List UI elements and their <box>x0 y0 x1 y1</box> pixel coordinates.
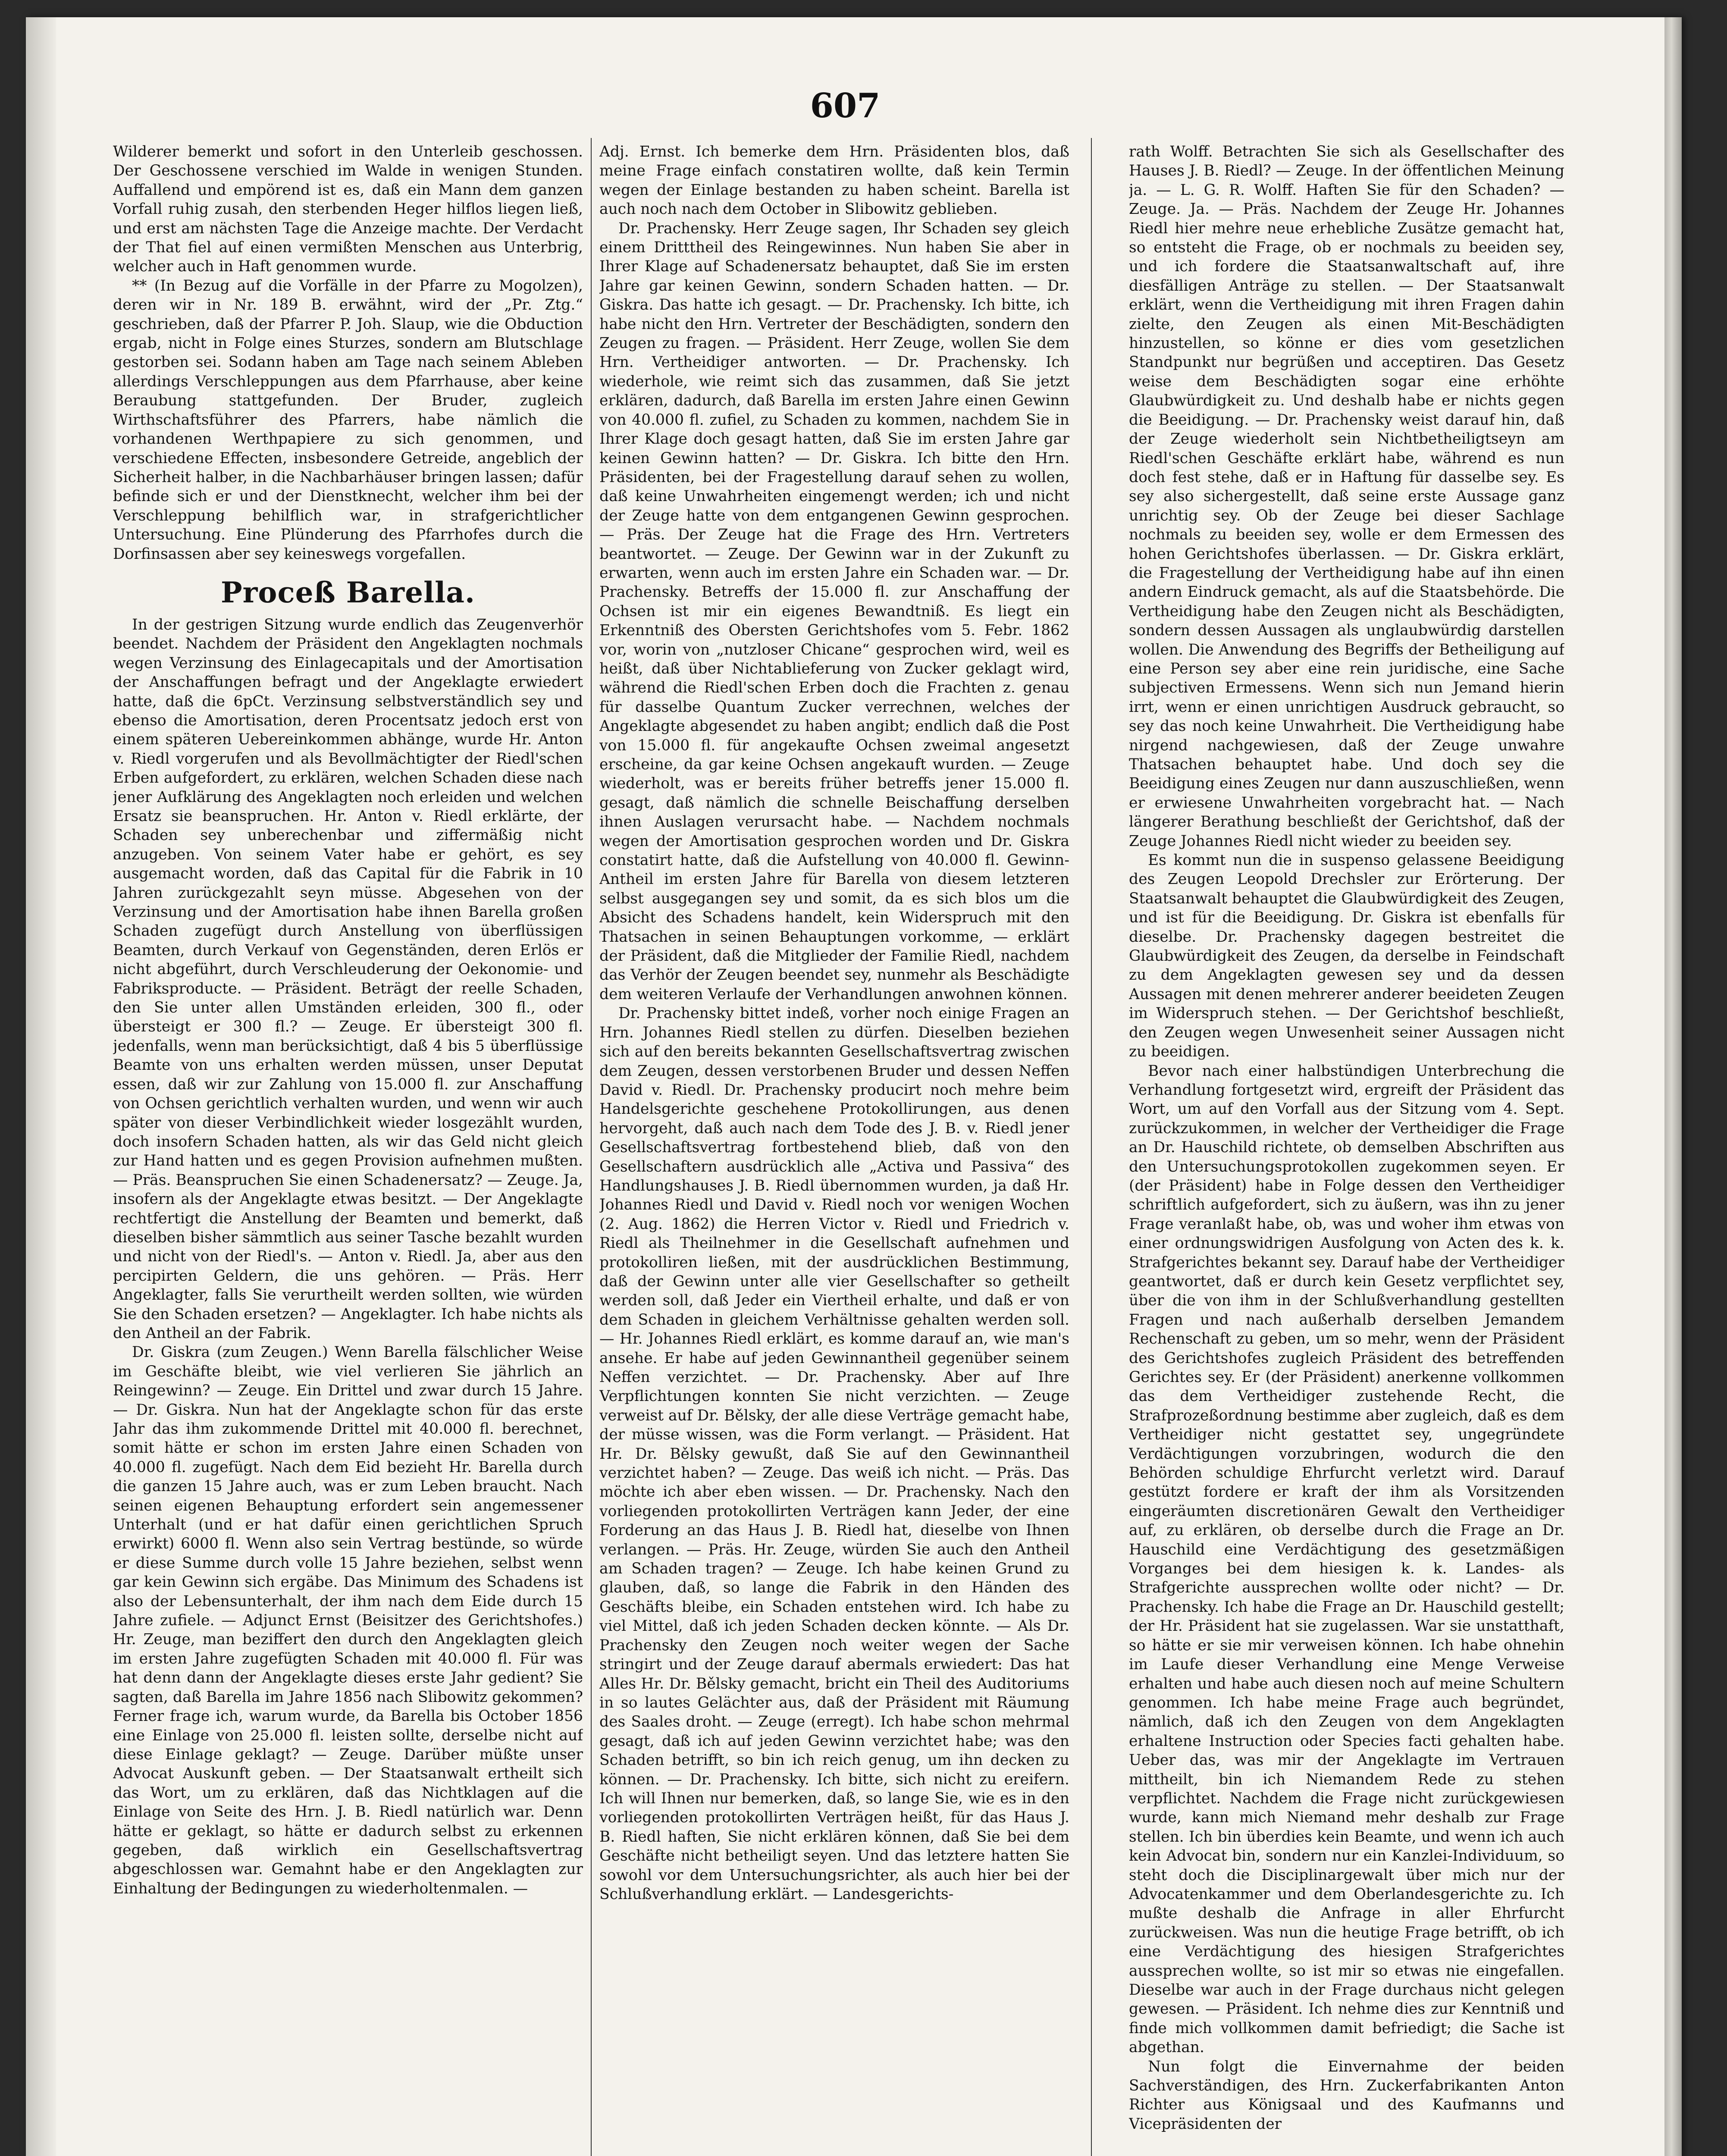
paragraph: Bevor nach einer halbstündigen Unterbrechung die Verhandlung fortgesetzt wird, ergreift der Präsident das Wort, um auf den Vorfall aus der Sitzung vom 4. Sept. zurückzukommen, in welcher der Vertheidiger die Frage an Dr. Hauschild richtete, ob demselben Abschriften aus den Untersuchungsprotokollen zugekommen seyen. Er (der Präsident) habe in Folge dessen den Vertheidiger schriftlich aufgefordert, sich zu äußern, was ihn zu jener Frage veranlaßt habe, ob, was und woher ihm etwas von einer ordnungswidrigen Ausfolgung von Acten des k. k. Strafgerichtes bekannt sey. Darauf habe der Vertheidiger geantwortet, daß er durch kein Gesetz verpflichtet sey, über die von ihm in der Schlußverhandlung gestellten Fragen und nach außerhalb derselben Jemandem Rechenschaft zu geben, um so mehr, wenn der Präsident des Gerichtshofes zugleich Präsident des betreffenden Gerichtes sey. Er (der Präsident) anerkenne vollkommen das dem Vertheidiger zustehende Recht, die Strafprozeßordnung bestimme aber zugleich, daß es dem Vertheidiger nicht gestattet sey, ungegründete Verdächtigungen vorzubringen, wodurch die den Behörden schuldige Ehrfurcht verletzt wird. Darauf gestützt fordere er kraft der ihm als Vorsitzenden eingeräumten discretionären Gewalt den Vertheidiger auf, zu erklären, ob derselbe durch die Frage an Dr. Hauschild eine Verdächtigung des gesetzmäßigen Vorganges bei dem hiesigen k. k. Landes- als Strafgerichte aussprechen wollte oder nicht? — Dr. Prachensky. Ich habe die Frage an Dr. Hauschild gestellt; der Hr. Präsident hat sie zugelassen. War sie unstatthaft, so hätte er sie mir verweisen können. Ich habe ohnehin im Laufe dieser Verhandlung eine Menge Verweise erhalten und habe auch diesen noch auf meine Schultern genommen. Ich habe meine Frage auch begründet, nämlich, daß ich den Zeugen von dem Angeklagten erhaltene Instruction oder Species facti gehalten habe. Ueber das, was mir der Angeklagte im Vertrauen mittheilt, bin ich Niemandem Rede zu stehen verpflichtet. Nachdem die Frage nicht zurückgewiesen wurde, kann mich Niemand mehr deshalb zur Frage stellen. Ich bin überdies kein Beamte, und wenn ich auch kein Advocat bin, sondern nur ein Kanzlei-Individuum, so steht doch die Disciplinargewalt über mich nur der Advocatenkammer und dem Oberlandesgerichte zu. Ich mußte deshalb die Anfrage in aller Ehrfurcht zurückweisen. Was nun die heutige Frage betrifft, ob ich eine Verdächtigung des hiesigen Strafgerichtes aussprechen wollte, so ist mir so etwas nie eingefallen. Dieselbe war auch in der Frage durchaus nicht gelegen gewesen. — Präsident. Ich nehme dies zur Kenntniß und finde mich vollkommen damit befriedigt; die Sache ist abgethan. <box>1129 1062 1564 2056</box>
page-gutter <box>26 17 56 2156</box>
page-number: 607 <box>810 86 881 125</box>
article-heading: Proceß Barella. <box>221 575 475 609</box>
paragraph: Dr. Giskra (zum Zeugen.) Wenn Barella fälschlicher Weise im Geschäfte bleibt, wie viel verlieren Sie jährlich an Reingewinn? — Zeuge. Ein Drittel und zwar durch 15 Jahre. — Dr. Giskra. Nun hat der Angeklagte schon für das erste Jahr das ihm zukommende Drittel mit 40.000 fl. berechnet, somit hätte er schon im ersten Jahre einen Schaden von 40.000 fl. zugefügt. Nach dem Eid bezieht Hr. Barella durch die ganzen 15 Jahre auch, was er zum Leben braucht. Nach seinen eigenen Behauptung erfordert sein angemessener Unterhalt (und er hat dafür einen gerichtlichen Spruch erwirkt) 6000 fl. Wenn also sein Vertrag bestünde, so würde er diese Summe durch volle 15 Jahre beziehen, selbst wenn gar kein Gewinn sich ergäbe. Das Minimum des Schadens ist also der Lebensunterhalt, der ihm nach dem Eide durch 15 Jahre zufiele. — Adjunct Ernst (Beisitzer des Gerichtshofes.) Hr. Zeuge, man beziffert den durch den Angeklagten gleich im ersten Jahre zugefügten Schaden mit 40.000 fl. Für was hat denn dann der Angeklagte dieses erste Jahr gedient? Sie sagten, daß Barella im Jahre 1856 nach Slibowitz gekommen? Ferner frage ich, warum wurde, da Barella bis October 1856 eine Einlage von 25.000 fl. leisten sollte, derselbe nicht auf diese Einlage geklagt? — Zeuge. Darüber müßte unser Advocat Auskunft geben. — Der Staatsanwalt ertheilt sich das Wort, um zu erklären, daß das Nichtklagen auf die Einlage von Seite des Hrn. J. B. Riedl natürlich war. Denn hätte er geklagt, so hätte er dadurch selbst zu erkennen gegeben, daß wirklich ein Gesellschaftsvertrag abgeschlossen war. Gemahnt habe er den Angeklagten zur Einhaltung der Bedingungen zu wiederholtenmalen. — <box>113 1344 583 1897</box>
column-1 <box>113 142 583 2156</box>
paragraph: Nun folgt die Einvernahme der beiden Sachverständigen, des Hrn. Zuckerfabrikanten Anton Richter aus Königsaal und des Kaufmanns und Vicepräsidenten der <box>1129 2058 1564 2133</box>
column-rule <box>591 138 592 2156</box>
paragraph: Adj. Ernst. Ich bemerke dem Hrn. Präsidenten blos, daß meine Frage einfach constatiren wollte, daß kein Termin wegen der Einlage bestanden zu haben scheint. Barella ist auch noch nach dem October in Slibowitz geblieben. <box>599 143 1069 218</box>
paragraph: In der gestrigen Sitzung wurde endlich das Zeugenverhör beendet. Nachdem der Präsident den Angeklagten nochmals wegen Verzinsung des Einlagecapitals und der Amortisation der Anschaffungen befragt und der Angeklagte erwiedert hatte, daß die 6pCt. Verzinsung selbstverständlich sey und ebenso die Amortisation, deren Procentsatz jedoch erst von einem späteren Uebereinkommen abhänge, wurde Hr. Anton v. Riedl vorgerufen und als Bevollmächtigter der Riedl'schen Erben aufgefordert, zu erklären, welchen Schaden diese nach jener Aufklärung des Angeklagten noch erleiden und welchen Ersatz sie beanspruchen. Hr. Anton v. Riedl erklärte, der Schaden sey unberechenbar und ziffermäßig nicht anzugeben. Von seinem Vater habe er gehört, es sey ausgemacht worden, daß das Capital für die Fabrik in 10 Jahren zurückgezahlt seyn müsse. Abgesehen von der Verzinsung und der Amortisation habe ihnen Barella großen Schaden zugefügt durch Anstellung von überflüssigen Beamten, durch Verkauf von Gegenständen, deren Erlös er nicht abgeführt, durch Verschleuderung der Oekonomie- und Fabriksproducte. — Präsident. Beträgt der reelle Schaden, den Sie unter allen Umständen erleiden, 300 fl., oder übersteigt er 300 fl.? — Zeuge. Er übersteigt 300 fl. jedenfalls, wenn man berücksichtigt, daß 4 bis 5 überflüssige Beamte von uns erhalten werden müssen, unser Deputat essen, daß wir zur Zahlung von 15.000 fl. zur Anschaffung von Ochsen gerichtlich verhalten wurden, und wenn wir auch später von dieser Verbindlichkeit wieder losgezählt wurden, doch insofern Schaden hatten, als wir das Geld nicht gleich zur Hand hatten und es gegen Provision aufnehmen mußten. — Präs. Beanspruchen Sie einen Schadenersatz? — Zeuge. Ja, insofern als der Angeklagte etwas besitzt. — Der Angeklagte rechtfertigt die Anstellung der Beamten und bemerkt, daß dieselben bisher sämmtlich aus seiner Tasche bezahlt wurden und nicht von der Riedl's. — Anton v. Riedl. Ja, aber aus den percipirten Geldern, die uns gehören. — Präs. Herr Angeklagter, falls Sie verurtheilt werden sollten, wie würden Sie den Schaden ersetzen? — Angeklagter. Ich habe nichts als den Antheil an der Fabrik. <box>113 616 583 1342</box>
column-3 <box>1129 142 1564 2156</box>
column-rule <box>1091 138 1092 2156</box>
paragraph: Es kommt nun die in suspenso gelassene Beeidigung des Zeugen Leopold Drechsler zur Erörterung. Der Staatsanwalt behauptet die Glaubwürdigkeit des Zeugen, und ist für die Beeidigung. Dr. Giskra ist ebenfalls für dieselbe. Dr. Prachensky dagegen bestreitet die Glaubwürdigkeit des Zeugen, da derselbe in Feindschaft zu dem Angeklagten gewesen sey und da dessen Aussagen mit denen mehrerer anderer beeideten Zeugen im Widerspruch stehen. — Der Gerichtshof beschließt, den Zeugen wegen Unwesenheit seiner Aussagen nicht zu beeidigen. <box>1129 852 1564 1061</box>
paragraph: ** (In Bezug auf die Vorfälle in der Pfarre zu Mogolzen), deren wir in Nr. 189 B. erwähnt, wird der „Pr. Ztg.“ geschrieben, daß der Pfarrer P. Joh. Slaup, wie die Obduction ergab, nicht in Folge eines Sturzes, sondern am Blutschlage gestorben sei. Sodann haben am Tage nach seinem Ableben allerdings Verschleppungen aus dem Pfarrhause, aber keine Beraubung stattgefunden. Der Bruder, zugleich Wirthschaftsführer des Pfarrers, habe nämlich die vorhandenen Werthpapiere zu sich genommen, und verschiedene Effecten, insbesondere Getreide, angeblich der Sicherheit halber, in die Nachbarhäuser bringen lassen; dafür befinde sich er und der Dienstknecht, welcher ihm bei der Verschleppung behilflich war, in strafgerichtlicher Untersuchung. Eine Plünderung des Pfarrhofes durch die Dorfinsassen aber sey keineswegs vorgefallen. <box>113 277 583 563</box>
column-2 <box>599 142 1069 2156</box>
paragraph: Dr. Prachensky bittet indeß, vorher noch einige Fragen an Hrn. Johannes Riedl stellen zu dürfen. Dieselben beziehen sich auf den bereits bekannten Gesellschaftsvertrag zwischen dem Zeugen, dessen verstorbenen Bruder und dessen Neffen David v. Riedl. Dr. Prachensky producirt noch mehre beim Handelsgerichte geschehene Protokollirungen, aus denen hervorgeht, daß auch nach dem Tode des J. B. v. Riedl jener Gesellschaftsvertrag fortbestehend blieb, daß von den Gesellschaftern ausdrücklich alle „Activa und Passiva“ des Handlungshauses J. B. Riedl übernommen wurden, ja daß Hr. Johannes Riedl und David v. Riedl noch vor wenigen Wochen (2. Aug. 1862) die Herren Victor v. Riedl und Friedrich v. Riedl als Theilnehmer in die Gesellschaft aufnehmen und protokolliren ließen, mit der ausdrücklichen Bestimmung, daß der Gewinn unter alle vier Gesellschafter so getheilt werden soll, daß Jeder ein Viertheil erhalte, und daß er von dem Schaden in gleichem Verhältnisse gehalten werden soll. — Hr. Johannes Riedl erklärt, es komme darauf an, wie man's ansehe. Er habe auf jeden Gewinnantheil gegenüber seinem Neffen verzichtet. — Dr. Prachensky. Aber auf Ihre Verpflichtungen konnten Sie nicht verzichten. — Zeuge verweist auf Dr. Bělsky, der alle diese Verträge gemacht habe, der müsse wissen, was die Form verlangt. — Präsident. Hat Hr. Dr. Bělsky gewußt, daß Sie auf den Gewinnantheil verzichtet haben? — Zeuge. Das weiß ich nicht. — Präs. Das möchte ich aber eben wissen. — Dr. Prachensky. Nach den vorliegenden protokollirten Verträgen kann Jeder, der eine Forderung an das Haus J. B. Riedl hat, dieselbe von Ihnen verlangen. — Präs. Hr. Zeuge, würden Sie auch den Antheil am Schaden tragen? — Zeuge. Ich habe keinen Grund zu glauben, daß, so lange die Fabrik in den Händen des Geschäfts bleibe, ein Schaden entstehen wird. Ich habe zu viel Mittel, daß ich jeden Schaden decken könnte. — Als Dr. Prachensky den Zeugen noch weiter wegen der Sache stringirt und der Zeuge darauf abermals erwiedert: Das hat Alles Hr. Dr. Bělsky gemacht, bricht ein Theil des Auditoriums in so lautes Gelächter aus, daß der Präsident mit Räumung des Saales droht. — Zeuge (erregt). Ich habe schon mehrmal gesagt, daß ich auf jeden Gewinn verzichtet habe; was den Schaden betrifft, so bin ich reich genug, um ihn decken zu können. — Dr. Prachensky. Ich bitte, sich nicht zu ereifern. Ich will Ihnen nur bemerken, daß, so lange Sie, wie es in den vorliegenden protokollirten Verträgen heißt, für das Haus J. B. Riedl haften, Sie nicht erklären können, daß Sie bei dem Geschäfte nicht betheiligt seyen. Und das letztere hatten Sie sowohl vor dem Untersuchungsrichter, als auch hier bei der Schlußverhandlung erklärt. — Landesgerichts- <box>599 1005 1069 1903</box>
page-edge <box>1664 17 1682 2156</box>
paragraph: Wilderer bemerkt und sofort in den Unterleib geschossen. Der Geschossene verschied im Walde in wenigen Stunden. Auffallend und empörend ist es, daß ein Mann dem ganzen Vorfall ruhig zusah, den sterbenden Heger hilflos liegen ließ, und erst am nächsten Tage die Anzeige machte. Der Verdacht der That fiel auf einen vermißten Menschen aus Unterbrig, welcher auch in Haft genommen wurde. <box>113 143 583 276</box>
paragraph: rath Wolff. Betrachten Sie sich als Gesellschafter des Hauses J. B. Riedl? — Zeuge. In der öffentlichen Meinung ja. — L. G. R. Wolff. Haften Sie für den Schaden? — Zeuge. Ja. — Präs. Nachdem der Zeuge Hr. Johannes Riedl hier mehre neue erhebliche Zusätze gemacht hat, so entsteht die Frage, ob er nochmals zu beeiden sey, und ich fordere die Staatsanwaltschaft auf, ihre diesfälligen Anträge zu stellen. — Der Staatsanwalt erklärt, wenn die Vertheidigung mit ihren Fragen dahin zielte, den Zeugen als einen Mit-Beschädigten hinzustellen, so könne er dies vom gesetzlichen Standpunkt nur begrüßen und acceptiren. Das Gesetz weise dem Beschädigten sogar eine erhöhte Glaubwürdigkeit zu. Und deshalb habe er nichts gegen die Beeidigung. — Dr. Prachensky weist darauf hin, daß der Zeuge wiederholt sein Nichtbetheiligtseyn am Riedl'schen Geschäfte erklärt habe, während es nun doch fest stehe, daß er in Haftung für dasselbe sey. Es sey also sichergestellt, daß seine erste Aussage ganz unrichtig sey. Ob der Zeuge bei dieser Sachlage nochmals zu beeiden sey, wolle er dem Ermessen des hohen Gerichtshofes überlassen. — Dr. Giskra erklärt, die Fragestellung der Vertheidigung habe auf ihn einen andern Eindruck gemacht, als auf die Staatsbehörde. Die Vertheidigung habe den Zeugen nicht als Beschädigten, sondern dessen Aussagen als unglaubwürdig darstellen wollen. Die Anwendung des Begriffs der Betheiligung auf eine Person sey aber eine rein juridische, eine Sache subjectiven Ermessens. Wenn sich nun Jemand hierin irrt, wenn er einen unrichtigen Ausdruck gebraucht, so sey das noch keine Unwahrheit. Die Vertheidigung habe nirgend nachgewiesen, daß der Zeuge unwahre Thatsachen behauptet habe. Und doch sey die Beeidigung eines Zeugen nur dann auszuschließen, wenn er erwiesene Unwahrheiten vorgebracht hat. — Nach längerer Berathung beschließt der Gerichtshof, daß der Zeuge Johannes Riedl nicht wieder zu beeiden sey. <box>1129 143 1564 850</box>
paragraph: Dr. Prachensky. Herr Zeuge sagen, Ihr Schaden sey gleich einem Dritttheil des Reingewinnes. Nun haben Sie aber in Ihrer Klage auf Schadenersatz behauptet, daß Sie im ersten Jahre gar keinen Gewinn, sondern Schaden hatten. — Dr. Giskra. Das hatte ich gesagt. — Dr. Prachensky. Ich bitte, ich habe nicht den Hrn. Vertreter der Beschädigten, sondern den Zeugen zu fragen. — Präsident. Herr Zeuge, wollen Sie dem Hrn. Vertheidiger antworten. — Dr. Prachensky. Ich wiederhole, wie reimt sich das zusammen, daß Sie jetzt erklären, dadurch, daß Barella im ersten Jahre einen Gewinn von 40.000 fl. zufiel, zu Schaden zu kommen, nachdem Sie in Ihrer Klage doch gesagt hatten, daß Sie im ersten Jahre gar keinen Gewinn hatten? — Dr. Giskra. Ich bitte den Hrn. Präsidenten, bei der Fragestellung darauf sehen zu wollen, daß keine Unwahrheiten eingemengt werden; ich und nicht der Zeuge hatte von dem entgangenen Gewinn gesprochen. — Präs. Der Zeuge hat die Frage des Hrn. Vertreters beantwortet. — Zeuge. Der Gewinn war in der Zukunft zu erwarten, wenn auch im ersten Jahre ein Schaden war. — Dr. Prachensky. Betreffs der 15.000 fl. zur Anschaffung der Ochsen ist mir ein eigenes Bewandtniß. Es liegt ein Erkenntniß des Obersten Gerichtshofes vom 5. Febr. 1862 vor, worin von „nutzloser Chicane“ gesprochen wird, weil es heißt, daß über Nichtablieferung von Zucker geklagt wird, während die Riedl'schen Erben doch die Frachten z. genau für dasselbe Quantum Zucker verrechnen, welches der Angeklagte abgesendet zu haben angibt; endlich daß die Post von 15.000 fl. für angekaufte Ochsen zweimal angesetzt erscheine, da gar keine Ochsen angekauft wurden. — Zeuge wiederholt, was er bereits früher betreffs jener 15.000 fl. gesagt, daß nämlich die schnelle Beischaffung derselben ihnen Auslagen verursacht habe. — Nachdem nochmals wegen der Amortisation gesprochen worden und Dr. Giskra constatirt hatte, daß die Aufstellung von 40.000 fl. Gewinn-Antheil im ersten Jahre für Barella von diesem letzteren selbst ausgegangen sey und somit, da es sich blos um die Absicht des Schadens handelt, kein Widerspruch mit den Thatsachen in seinen Behauptungen vorkomme, — erklärt der Präsident, daß die Mitglieder der Familie Riedl, nachdem das Verhör der Zeugen beendet sey, nunmehr als Beschädigte dem weiteren Verlaufe der Verhandlungen anwohnen können. <box>599 219 1069 1003</box>
